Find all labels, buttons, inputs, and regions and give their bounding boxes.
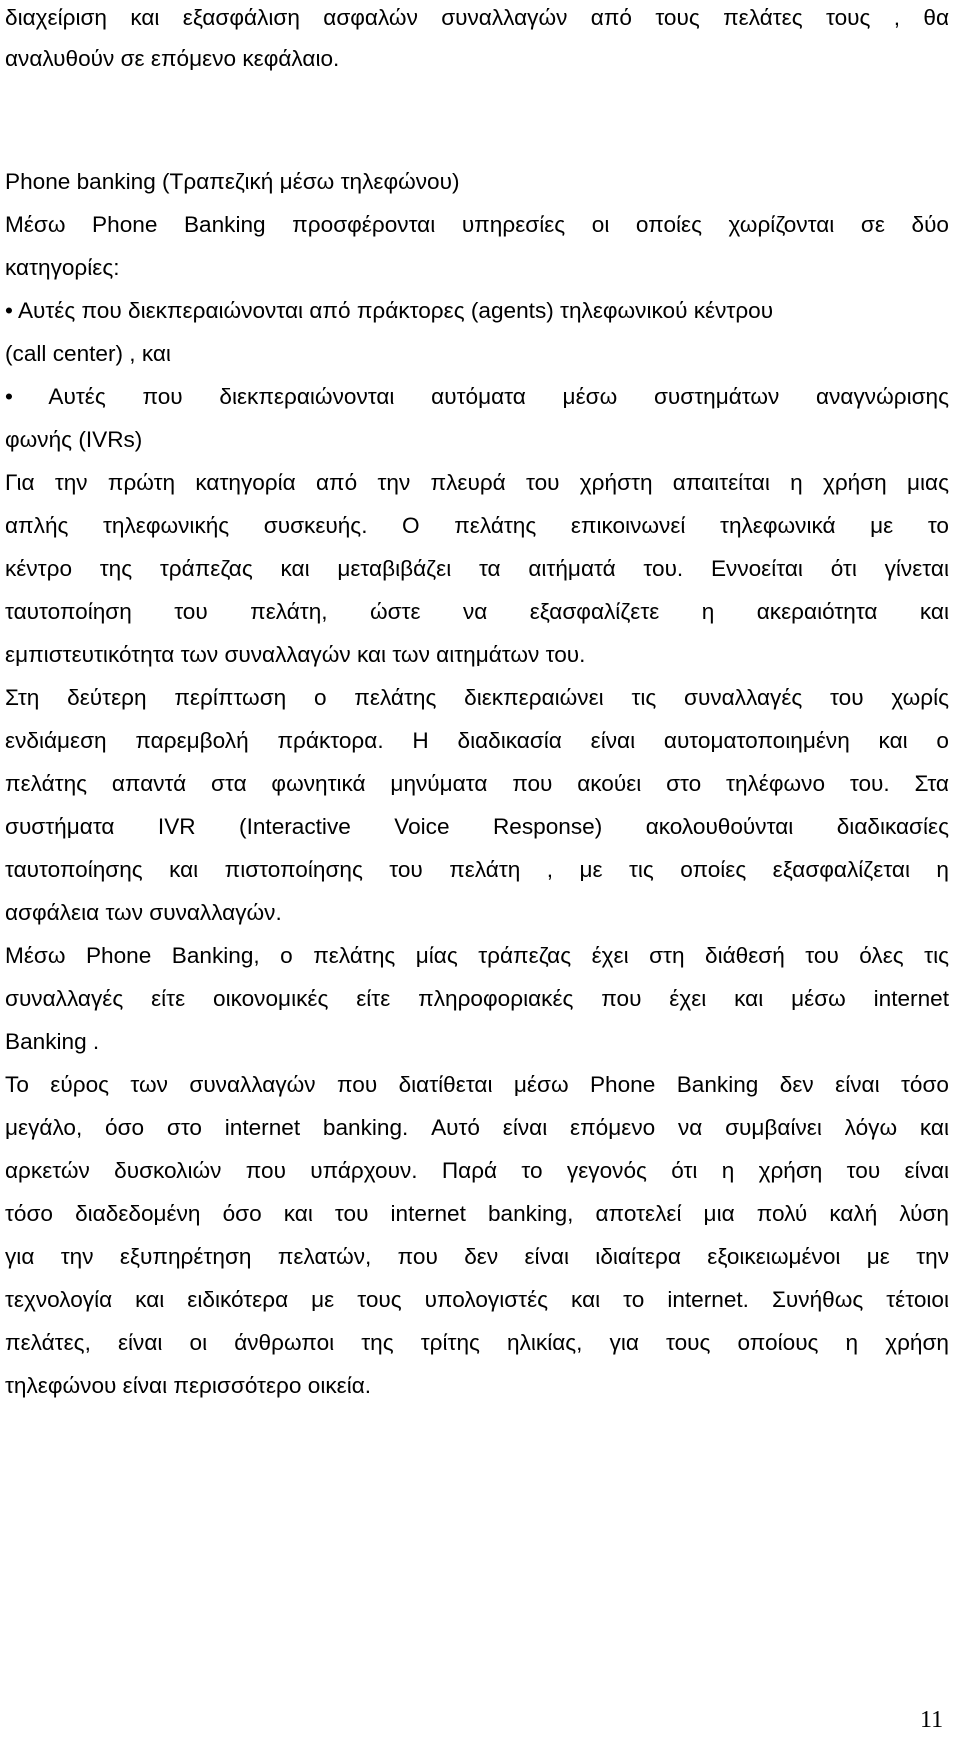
- body-line: απλής τηλεφωνικής συσκευής. Ο πελάτης επικοινωνεί τηλεφωνικά με το: [5, 513, 949, 538]
- body-line: κατηγορίες:: [5, 255, 120, 280]
- body-line: εμπιστευτικότητα των συναλλαγών και των αιτημάτων του.: [5, 642, 586, 667]
- body-line: ταυτοποίηση του πελάτη, ώστε να εξασφαλίζετε η ακεραιότητα και: [5, 599, 949, 624]
- body-line: Για την πρώτη κατηγορία από την πλευρά του χρήστη απαιτείται η χρήση μιας: [5, 470, 949, 495]
- body-line: κέντρο της τράπεζας και μεταβιβάζει τα αιτήματά του. Εννοείται ότι γίνεται: [5, 556, 949, 581]
- page-number: 11: [920, 1707, 944, 1733]
- intro-line-2: αναλυθούν σε επόμενο κεφάλαιο.: [5, 46, 340, 71]
- body-line: ταυτοποίησης και πιστοποίησης του πελάτη , με τις οποίες εξασφαλίζεται η: [5, 857, 949, 882]
- body-line: (call center) , και: [5, 341, 171, 366]
- section-title: Phone banking (Τραπεζική μέσω τηλεφώνου): [5, 169, 460, 194]
- body-line: Το εύρος των συναλλαγών που διατίθεται μέσω Phone Banking δεν είναι τόσο: [5, 1072, 949, 1097]
- body-line: ασφάλεια των συναλλαγών.: [5, 900, 282, 925]
- body-line: ενδιάμεση παρεμβολή πράκτορα. Η διαδικασία είναι αυτοματοποιημένη και ο: [5, 728, 949, 753]
- body-line: τόσο διαδεδομένη όσο και του internet banking, αποτελεί μια πολύ καλή λύση: [5, 1201, 949, 1226]
- body-line: τηλεφώνου είναι περισσότερο οικεία.: [5, 1373, 372, 1398]
- body-line: συστήματα IVR (Interactive Voice Response) ακολουθούνται διαδικασίες: [5, 814, 949, 839]
- body-line: Στη δεύτερη περίπτωση ο πελάτης διεκπεραιώνει τις συναλλαγές του χωρίς: [5, 685, 949, 710]
- body-line: πελάτες, είναι οι άνθρωποι της τρίτης ηλικίας, για τους οποίους η χρήση: [5, 1330, 949, 1355]
- body-line: για την εξυπηρέτηση πελατών, που δεν είναι ιδιαίτερα εξοικειωμένοι με την: [5, 1244, 949, 1269]
- body-line: μεγάλο, όσο στο internet banking. Αυτό είναι επόμενο να συμβαίνει λόγω και: [5, 1115, 949, 1140]
- bullet-item-ivr: • Αυτές που διεκπεραιώνονται αυτόματα μέσω συστημάτων αναγνώρισης: [5, 384, 949, 409]
- body-line: φωνής (IVRs): [5, 427, 143, 452]
- body-line: τεχνολογία και ειδικότερα με τους υπολογιστές και το internet. Συνήθως τέτοιοι: [5, 1287, 949, 1312]
- body-line: Μέσω Phone Banking, ο πελάτης μίας τράπεζας έχει στη διάθεσή του όλες τις: [5, 943, 949, 968]
- body-line: Banking .: [5, 1029, 100, 1054]
- bullet-item-agents: • Αυτές που διεκπεραιώνονται από πράκτορες (agents) τηλεφωνικού κέντρου: [5, 298, 774, 323]
- body-line: συναλλαγές είτε οικονομικές είτε πληροφοριακές που έχει και μέσω internet: [5, 986, 949, 1011]
- intro-line-1: διαχείριση και εξασφάλιση ασφαλών συναλλαγών από τους πελάτες τους , θα: [5, 5, 949, 30]
- body-line: πελάτης απαντά στα φωνητικά μηνύματα που ακούει στο τηλέφωνο του. Στα: [5, 771, 949, 796]
- body-line: Μέσω Phone Banking προσφέρονται υπηρεσίες οι οποίες χωρίζονται σε δύο: [5, 212, 949, 237]
- body-line: αρκετών δυσκολιών που υπάρχουν. Παρά το γεγονός ότι η χρήση του είναι: [5, 1158, 949, 1183]
